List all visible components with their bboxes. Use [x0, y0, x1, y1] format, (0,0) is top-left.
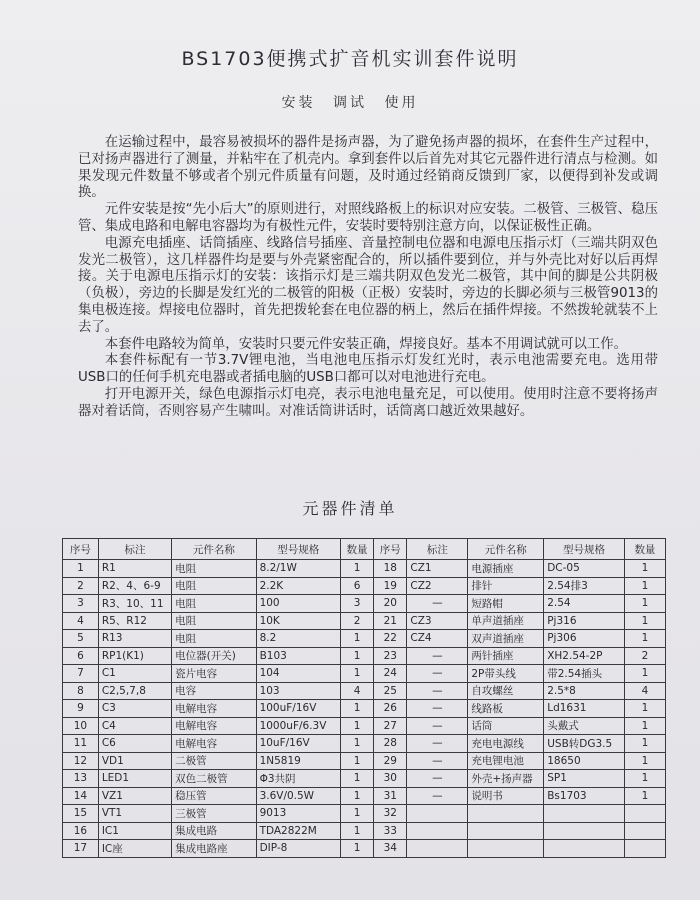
cell-spec: B103: [256, 647, 340, 665]
cell-index: 27: [374, 717, 407, 735]
table-row: [63, 577, 666, 595]
paragraph-transport: 在运输过程中，最容易被损坏的器件是扬声器，为了避免扬声器的损坏，在套件生产过程中，已对扬声器进行了测量，并粘牢在了机壳内。拿到套件以后首先对其它元器件进行清点与检测。如果发现元件数量不够或者个别元件质量有问题，及时通过经销商反馈到厂家，以便得到补发或调换。: [78, 135, 658, 201]
cell-quantity: 1: [340, 822, 373, 840]
cell-quantity: [624, 822, 665, 840]
cell-index: 21: [374, 612, 407, 630]
cell-designator: CZ4: [407, 630, 468, 648]
cell-component: 集成电路座: [172, 840, 256, 858]
cell-spec: 10K: [256, 612, 340, 630]
cell-designator: —: [407, 735, 468, 753]
cell-spec: DIP-8: [256, 840, 340, 858]
cell-component: 电位器(开关): [172, 647, 256, 665]
parts-table-body: [63, 560, 666, 858]
cell-designator: LED1: [98, 770, 171, 788]
paragraph-installation: 元件安装是按“先小后大”的原则进行，对照线路板上的标识对应安装。二极管、三极管、稳压管、集成电路和电解电容器均为有极性元件，安装时要特别注意方向，以保证极性正确。: [78, 202, 658, 234]
cell-spec: 1000uF/6.3V: [256, 717, 340, 735]
cell-index: 15: [63, 805, 99, 823]
cell-component: 集成电路: [172, 822, 256, 840]
cell-component: 电阻: [172, 630, 256, 648]
column-header: 序号: [374, 539, 407, 560]
cell-index: 6: [63, 647, 99, 665]
cell-quantity: 1: [624, 752, 665, 770]
table-row: [63, 770, 666, 788]
cell-quantity: 6: [340, 577, 373, 595]
cell-designator: C2,5,7,8: [98, 682, 171, 700]
cell-quantity: 1: [624, 770, 665, 788]
cell-index: 24: [374, 665, 407, 683]
cell-spec: 9013: [256, 805, 340, 823]
cell-designator: —: [407, 717, 468, 735]
cell-component: [468, 822, 544, 840]
cell-spec: Pj306: [544, 630, 625, 648]
cell-component: 充电电源线: [468, 735, 544, 753]
table-row: [63, 805, 666, 823]
cell-designator: —: [407, 647, 468, 665]
cell-quantity: 1: [624, 577, 665, 595]
cell-quantity: [624, 840, 665, 858]
cell-designator: IC1: [98, 822, 171, 840]
cell-spec: 100uF/16V: [256, 700, 340, 718]
cell-index: 23: [374, 647, 407, 665]
document-title: BS1703便携式扩音机实训套件说明: [181, 48, 519, 70]
cell-designator: R5、R12: [98, 612, 171, 630]
cell-index: 14: [63, 787, 99, 805]
table-row: [63, 665, 666, 683]
cell-component: 稳压管: [172, 787, 256, 805]
cell-component: 线路板: [468, 700, 544, 718]
cell-component: 电源插座: [468, 560, 544, 578]
cell-component: 瓷片电容: [172, 665, 256, 683]
cell-component: 三极管: [172, 805, 256, 823]
cell-designator: —: [407, 665, 468, 683]
cell-spec: 头戴式: [544, 717, 625, 735]
cell-quantity: 1: [624, 560, 665, 578]
cell-spec: TDA2822M: [256, 822, 340, 840]
cell-component: 二极管: [172, 752, 256, 770]
cell-component: 2P带头线: [468, 665, 544, 683]
cell-component: 充电锂电池: [468, 752, 544, 770]
cell-designator: [407, 822, 468, 840]
cell-designator: —: [407, 700, 468, 718]
cell-spec: Pj316: [544, 612, 625, 630]
table-row: [63, 787, 666, 805]
table-row: [63, 630, 666, 648]
cell-quantity: 1: [340, 735, 373, 753]
cell-component: 单声道插座: [468, 612, 544, 630]
cell-component: [468, 805, 544, 823]
table-row: [63, 647, 666, 665]
cell-quantity: 2: [624, 647, 665, 665]
cell-quantity: 1: [624, 665, 665, 683]
cell-spec: [544, 805, 625, 823]
cell-spec: [544, 822, 625, 840]
cell-designator: —: [407, 752, 468, 770]
cell-spec: 18650: [544, 752, 625, 770]
column-header: 标注: [98, 539, 171, 560]
cell-index: 17: [63, 840, 99, 858]
cell-index: 18: [374, 560, 407, 578]
table-row: [63, 595, 666, 613]
cell-designator: R2、4、6-9: [98, 577, 171, 595]
cell-quantity: 1: [624, 595, 665, 613]
column-header: 型号规格: [544, 539, 625, 560]
cell-index: 33: [374, 822, 407, 840]
cell-designator: —: [407, 595, 468, 613]
document-subtitle: 安装 调试 使用: [281, 95, 419, 111]
table-row: [63, 822, 666, 840]
column-header: 数量: [340, 539, 373, 560]
cell-quantity: 4: [340, 682, 373, 700]
cell-designator: —: [407, 682, 468, 700]
cell-spec: 1N5819: [256, 752, 340, 770]
cell-spec: XH2.54-2P: [544, 647, 625, 665]
cell-spec: 2.5*8: [544, 682, 625, 700]
cell-spec: 2.54排3: [544, 577, 625, 595]
cell-quantity: 1: [624, 735, 665, 753]
table-row: [63, 682, 666, 700]
cell-index: 4: [63, 612, 99, 630]
paragraph-usage: 打开电源开关，绿色电源指示灯电亮，表示电池电量充足，可以使用。使用时注意不要将扬声器对着话筒，否则容易产生啸叫。对准话筒讲话时，话筒离口越近效果越好。: [78, 386, 658, 419]
cell-index: 28: [374, 735, 407, 753]
cell-designator: VD1: [98, 752, 171, 770]
cell-component: 外壳+扬声器: [468, 770, 544, 788]
cell-spec: 10uF/16V: [256, 735, 340, 753]
cell-quantity: 2: [340, 612, 373, 630]
paragraph-sockets: 电源充电插座、话筒插座、线路信号插座、音量控制电位器和电源电压指示灯（三端共阴双色发光二极管），这几样器件均是要与外壳紧密配合的，所以插件要到位，并与外壳比对好以后再焊接。关于电源电压指示灯的安装：该指示灯是三端共阴双色发光二极管，其中间的脚是公共阴极（负极），旁边的长脚是发红光的二极管的阳极（正极）安装时，旁边的长脚必须与三极管9013的集电极连接。焊接电位器时，首先把拨轮套在电位器的柄上，然后在插件焊接。不然拨轮就装不上去了。: [78, 235, 658, 335]
parts-list-title: 元器件清单: [302, 499, 398, 518]
cell-spec: 103: [256, 682, 340, 700]
cell-spec: DC-05: [544, 560, 625, 578]
table-row: [63, 717, 666, 735]
cell-spec: Ld1631: [544, 700, 625, 718]
cell-index: 12: [63, 752, 99, 770]
cell-designator: CZ1: [407, 560, 468, 578]
cell-quantity: 1: [624, 717, 665, 735]
cell-component: 电阻: [172, 577, 256, 595]
cell-index: 3: [63, 595, 99, 613]
cell-quantity: 1: [340, 560, 373, 578]
cell-index: 29: [374, 752, 407, 770]
cell-index: 1: [63, 560, 99, 578]
cell-component: 说明书: [468, 787, 544, 805]
cell-index: 11: [63, 735, 99, 753]
cell-quantity: 1: [624, 612, 665, 630]
cell-designator: C4: [98, 717, 171, 735]
cell-spec: 带2.54插头: [544, 665, 625, 683]
cell-quantity: 1: [624, 630, 665, 648]
cell-component: 两针插座: [468, 647, 544, 665]
cell-quantity: [624, 805, 665, 823]
table-row: [63, 560, 666, 578]
cell-quantity: 1: [340, 630, 373, 648]
cell-spec: 8.2/1W: [256, 560, 340, 578]
cell-designator: CZ2: [407, 577, 468, 595]
cell-designator: VT1: [98, 805, 171, 823]
table-row: [63, 700, 666, 718]
cell-spec: Φ3共阴: [256, 770, 340, 788]
cell-designator: C6: [98, 735, 171, 753]
cell-component: 电阻: [172, 612, 256, 630]
cell-component: 电解电容: [172, 735, 256, 753]
cell-component: 短路帽: [468, 595, 544, 613]
cell-component: 排针: [468, 577, 544, 595]
paragraph-battery: 本套件标配有一节3.7V锂电池，当电池电压指示灯发红光时，表示电池需要充电。选用带USB口的任何手机充电器或者插电脑的USB口都可以对电池进行充电。: [78, 353, 658, 386]
cell-component: 电解电容: [172, 700, 256, 718]
cell-quantity: 1: [340, 805, 373, 823]
cell-designator: R13: [98, 630, 171, 648]
cell-component: 电阻: [172, 595, 256, 613]
cell-index: 31: [374, 787, 407, 805]
cell-component: 自攻螺丝: [468, 682, 544, 700]
cell-component: 双声道插座: [468, 630, 544, 648]
cell-designator: —: [407, 787, 468, 805]
cell-quantity: 3: [340, 595, 373, 613]
column-header: 元件名称: [172, 539, 256, 560]
cell-index: 7: [63, 665, 99, 683]
cell-designator: VZ1: [98, 787, 171, 805]
cell-quantity: 1: [340, 840, 373, 858]
table-row: [63, 612, 666, 630]
cell-quantity: 1: [340, 787, 373, 805]
table-row: [63, 840, 666, 858]
cell-component: 话筒: [468, 717, 544, 735]
cell-designator: C3: [98, 700, 171, 718]
cell-quantity: 1: [340, 700, 373, 718]
cell-component: 双色二极管: [172, 770, 256, 788]
cell-quantity: 1: [624, 787, 665, 805]
column-header: 标注: [407, 539, 468, 560]
cell-quantity: 4: [624, 682, 665, 700]
cell-index: 26: [374, 700, 407, 718]
cell-index: 25: [374, 682, 407, 700]
cell-spec: 8.2: [256, 630, 340, 648]
cell-spec: 3.6V/0.5W: [256, 787, 340, 805]
column-header: 数量: [624, 539, 665, 560]
cell-quantity: 1: [340, 752, 373, 770]
cell-designator: RP1(K1): [98, 647, 171, 665]
instructions-body: [78, 135, 658, 421]
parts-table: [62, 538, 666, 858]
cell-spec: SP1: [544, 770, 625, 788]
table-row: [63, 735, 666, 753]
cell-quantity: 1: [340, 647, 373, 665]
cell-index: 13: [63, 770, 99, 788]
cell-quantity: 1: [340, 665, 373, 683]
cell-component: 电容: [172, 682, 256, 700]
cell-designator: IC座: [98, 840, 171, 858]
cell-spec: 104: [256, 665, 340, 683]
cell-index: 8: [63, 682, 99, 700]
cell-spec: Bs1703: [544, 787, 625, 805]
column-header: 型号规格: [256, 539, 340, 560]
cell-designator: [407, 840, 468, 858]
cell-quantity: 1: [624, 700, 665, 718]
cell-component: 电阻: [172, 560, 256, 578]
cell-index: 9: [63, 700, 99, 718]
cell-component: [468, 840, 544, 858]
cell-index: 30: [374, 770, 407, 788]
cell-index: 5: [63, 630, 99, 648]
cell-index: 2: [63, 577, 99, 595]
cell-designator: —: [407, 770, 468, 788]
cell-designator: C1: [98, 665, 171, 683]
cell-spec: 100: [256, 595, 340, 613]
cell-index: 22: [374, 630, 407, 648]
cell-index: 34: [374, 840, 407, 858]
cell-spec: USB转DG3.5: [544, 735, 625, 753]
cell-component: 电解电容: [172, 717, 256, 735]
column-header: 元件名称: [468, 539, 544, 560]
cell-quantity: 1: [340, 770, 373, 788]
cell-index: 16: [63, 822, 99, 840]
cell-designator: [407, 805, 468, 823]
cell-spec: [544, 840, 625, 858]
column-header: 序号: [63, 539, 99, 560]
cell-index: 19: [374, 577, 407, 595]
cell-spec: 2.54: [544, 595, 625, 613]
cell-spec: 2.2K: [256, 577, 340, 595]
cell-designator: R1: [98, 560, 171, 578]
cell-designator: R3、10、11: [98, 595, 171, 613]
table-row: [63, 752, 666, 770]
parts-table-header: [63, 539, 666, 560]
cell-index: 20: [374, 595, 407, 613]
cell-designator: CZ3: [407, 612, 468, 630]
cell-index: 10: [63, 717, 99, 735]
cell-index: 32: [374, 805, 407, 823]
paragraph-debugging: 本套件电路较为简单，安装时只要元件安装正确，焊接良好。基本不用调试就可以工作。: [104, 336, 628, 352]
cell-quantity: 1: [340, 717, 373, 735]
